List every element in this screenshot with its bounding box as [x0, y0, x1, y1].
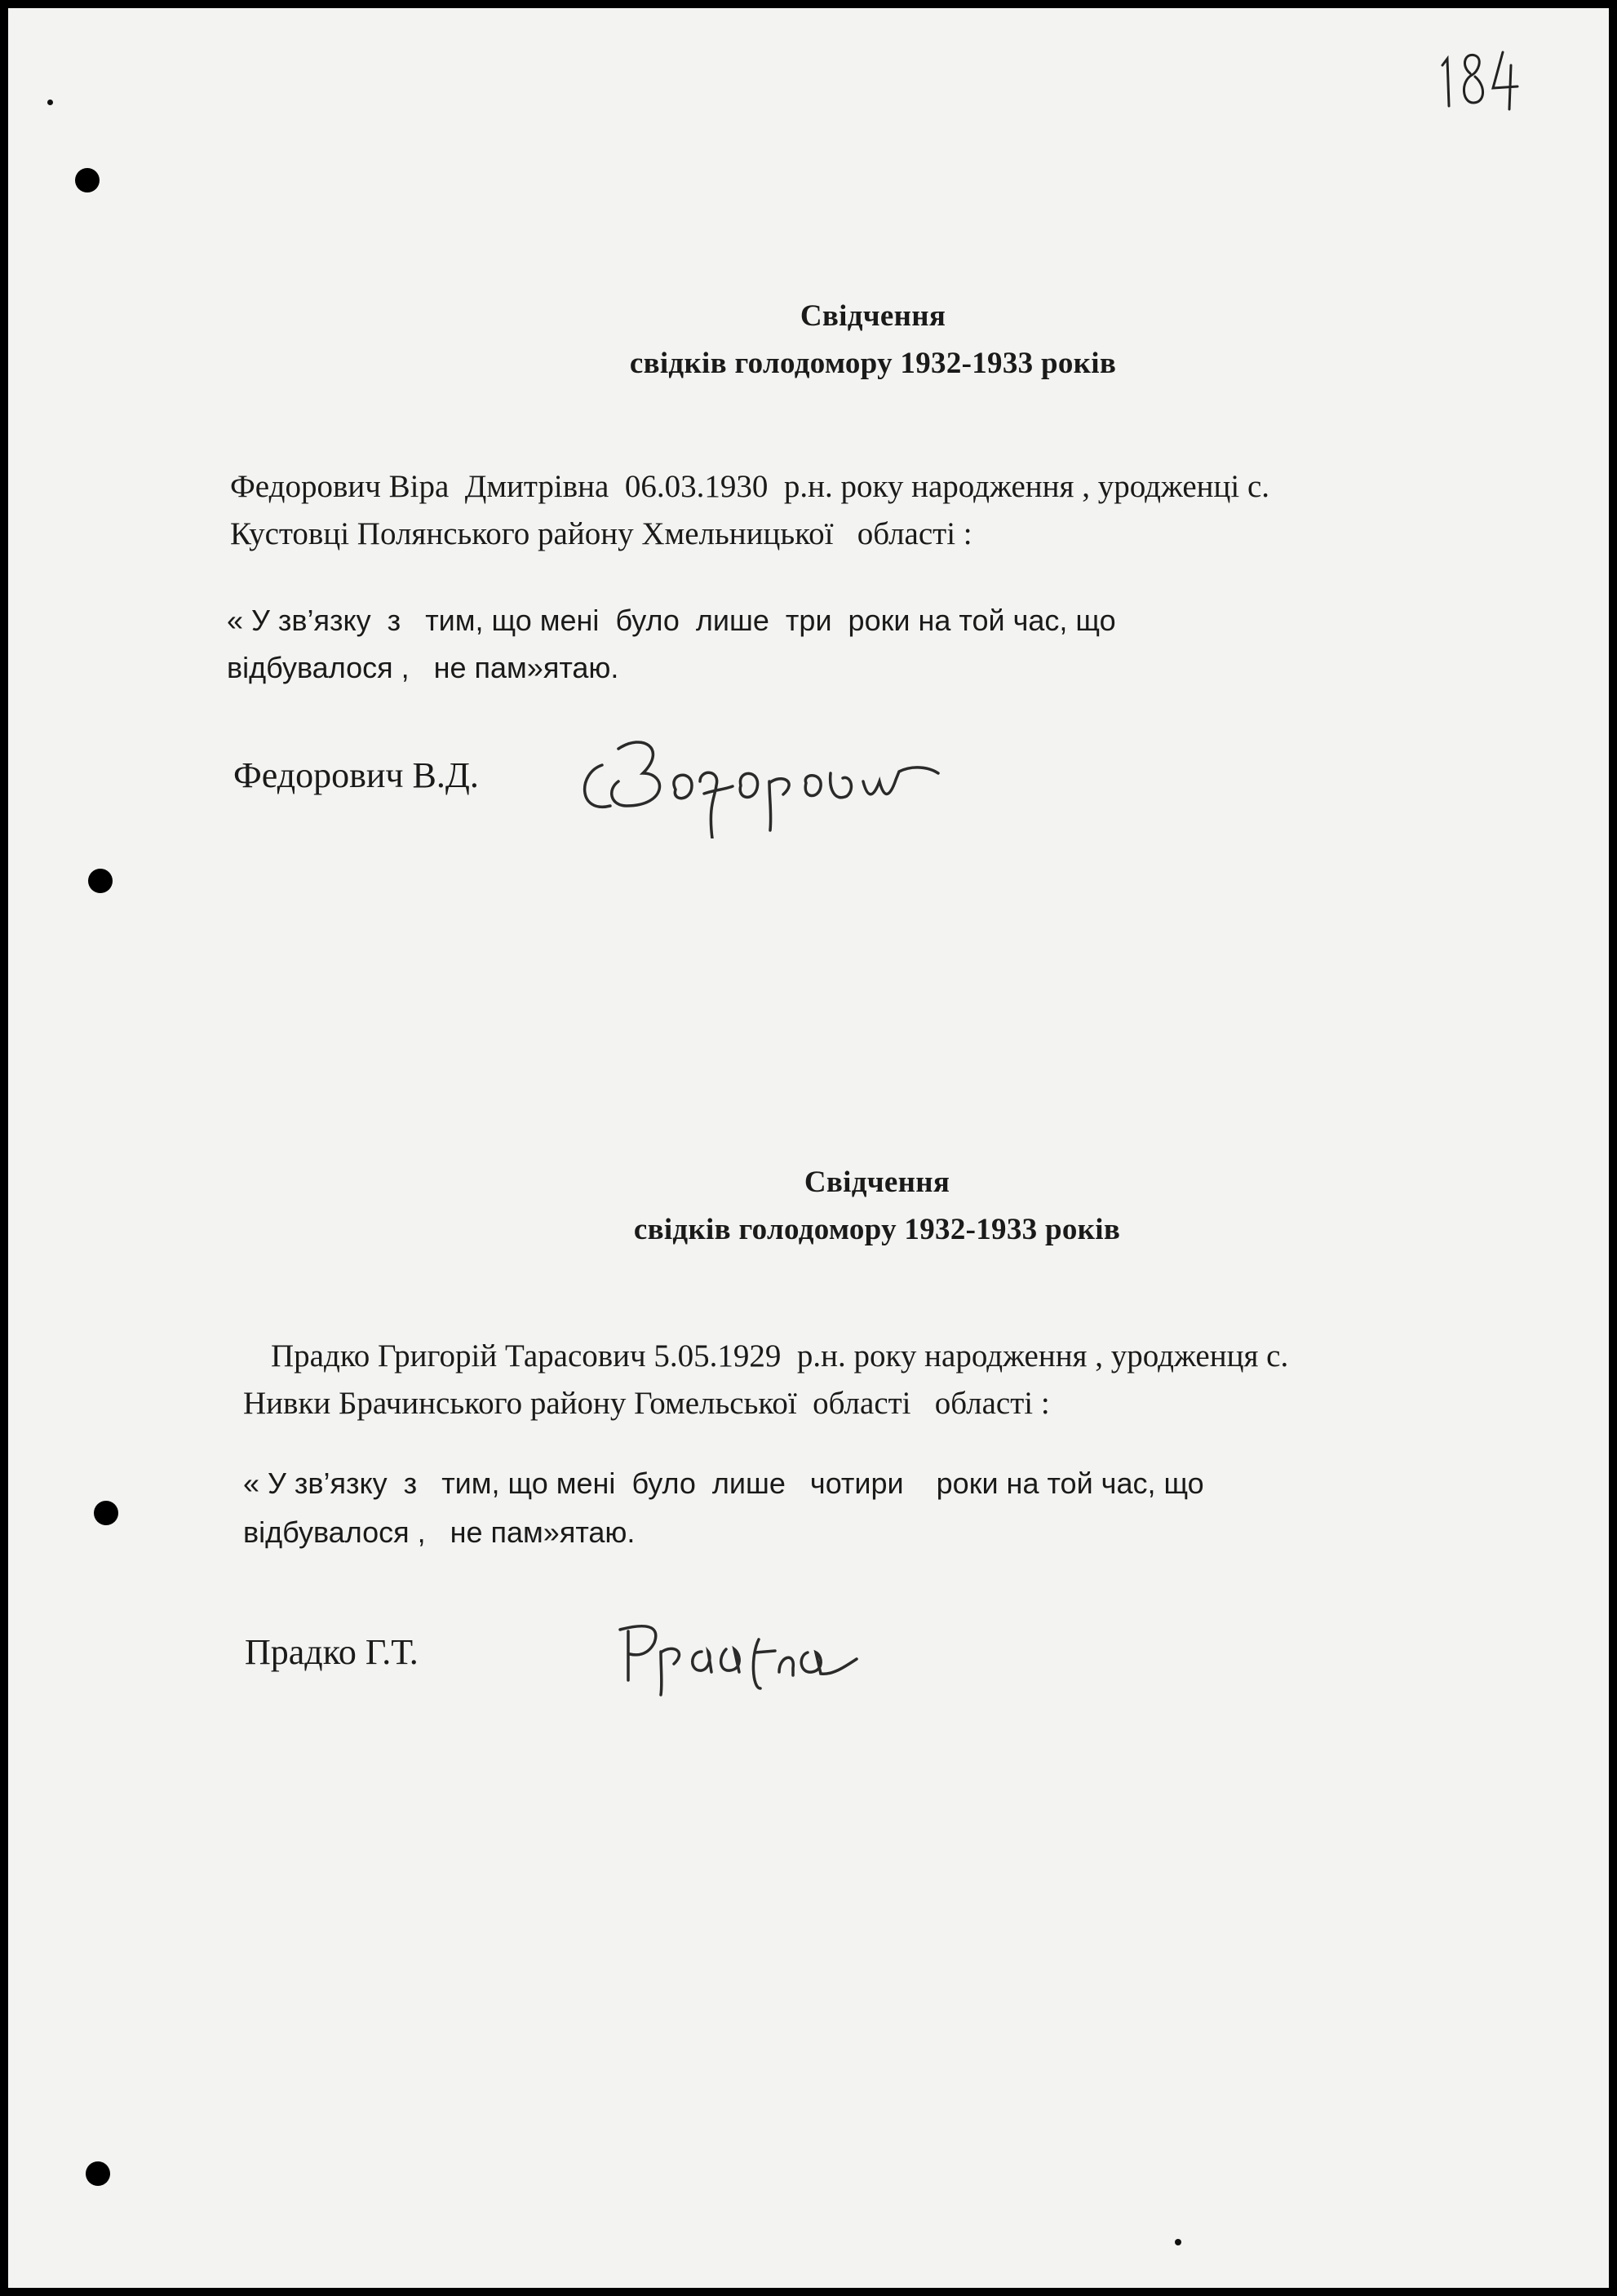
section-1-quote-line-1: « У зв’язку з тим, що мені було лише три роки на той час, що: [227, 604, 1116, 637]
section-1-subtitle: свідків голодомору 1932-1933 років: [629, 347, 1117, 380]
section-1-quote-line-2: відбувалося , не пам»ятаю.: [227, 651, 619, 684]
punch-hole-upper-middle: [88, 869, 113, 893]
section-2-signer-name: Прадко Г.Т.: [245, 1632, 419, 1672]
document-page: [8, 8, 1609, 2288]
paper-speck: [1175, 2239, 1181, 2245]
section-1-handwritten-signature: [569, 724, 961, 838]
section-2-subtitle: свідків голодомору 1932-1933 років: [633, 1213, 1121, 1246]
paper-speck: [47, 100, 53, 105]
handwritten-page-number: [1436, 41, 1526, 114]
section-1-signer-name: Федорович В.Д.: [233, 755, 479, 795]
punch-hole-bottom: [86, 2161, 110, 2186]
section-1-intro-line-1: Федорович Віра Дмитрівна 06.03.1930 р.н. року народження , уродженці с.: [230, 469, 1270, 504]
section-1-title: Свідчення: [800, 299, 946, 333]
punch-hole-lower-middle: [94, 1501, 118, 1525]
section-2-intro-line-1: Прадко Григорій Тарасович 5.05.1929 р.н. року народження , уродженця с.: [271, 1338, 1289, 1374]
section-2-quote-line-2: відбувалося , не пам»ятаю.: [243, 1515, 636, 1549]
section-2-quote-line-1: « У зв’язку з тим, що мені було лише чотири роки на той час, що: [243, 1467, 1204, 1500]
punch-hole-top: [75, 168, 100, 192]
section-1-intro-line-2: Кустовці Полянського району Хмельницької області :: [230, 516, 972, 551]
section-2-title: Свідчення: [804, 1166, 950, 1199]
section-2-handwritten-signature: [612, 1607, 889, 1697]
section-2-intro-line-2: Нивки Брачинського району Гомельської області області :: [243, 1386, 1050, 1421]
